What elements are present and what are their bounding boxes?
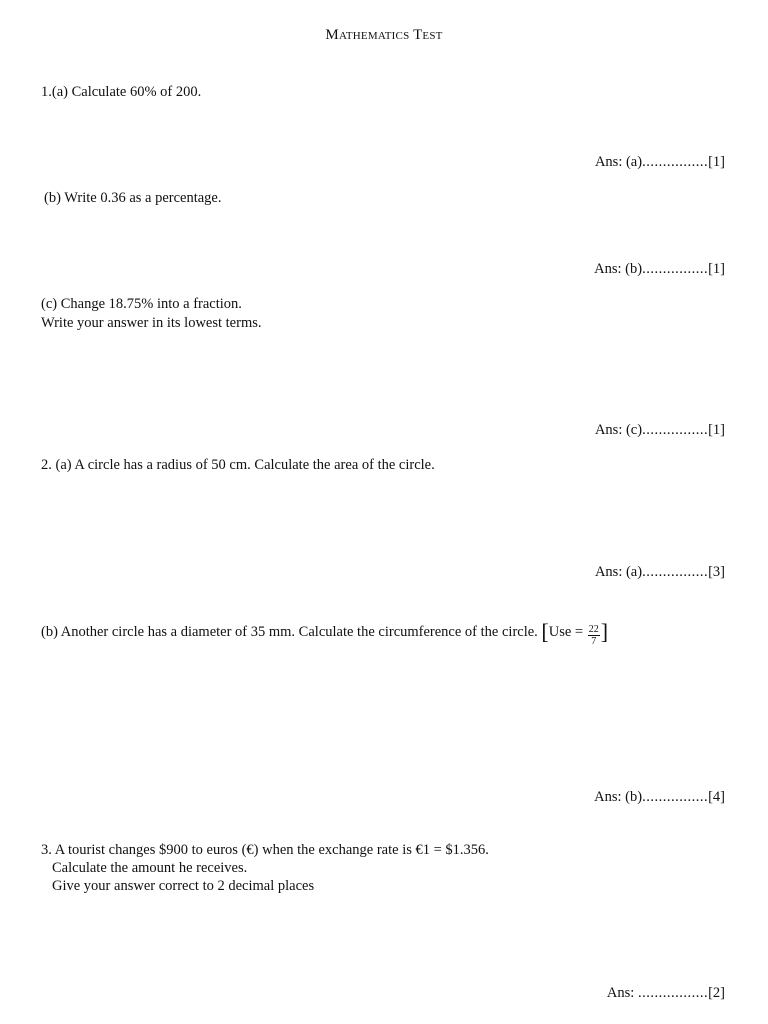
marks-label: [3] (708, 564, 725, 580)
question-3-text-line2: Calculate the amount he receives. (52, 860, 248, 876)
pi-approx-fraction (588, 624, 600, 647)
answer-label: Ans: (606, 985, 638, 1001)
answer-blank[interactable]: ................. (637, 985, 709, 1001)
page-title: Mathematics Test (325, 27, 443, 43)
answer-blank[interactable]: ................ (642, 564, 709, 580)
question-2b-text (41, 619, 609, 647)
answer-blank[interactable]: ................ (642, 154, 709, 170)
answer-blank[interactable]: ................ (642, 261, 709, 277)
question-3-text-line3: Give your answer correct to 2 decimal places (52, 878, 315, 894)
answer-label: Ans: (a) (594, 154, 643, 170)
answer-label: Ans: (a) (594, 564, 643, 580)
use-label: Use = (548, 624, 587, 640)
answer-line-2b (594, 788, 725, 806)
marks-label: [2] (708, 985, 725, 1001)
question-1c-text-line2: Write your answer in its lowest terms. (41, 315, 262, 331)
question-1b-text: (b) Write 0.36 as a percentage. (44, 190, 222, 206)
bracket-open: [ (541, 619, 549, 644)
marks-label: [1] (708, 261, 725, 277)
answer-label: Ans: (b) (594, 261, 643, 277)
bracket-close: ] (600, 619, 609, 644)
answer-line-3 (607, 984, 725, 1002)
question-2a-text: 2. (a) A circle has a radius of 50 cm. Calculate the area of the circle. (41, 457, 435, 473)
answer-label: Ans: (c) (594, 422, 643, 438)
answer-line-1c (595, 421, 725, 439)
marks-label: [1] (708, 154, 725, 170)
marks-label: [4] (708, 789, 725, 805)
answer-line-1a (595, 153, 725, 171)
fraction-numerator: 22 (588, 624, 599, 635)
question-2b-body: (b) Another circle has a diameter of 35 mm. Calculate the circumference of the circle. (41, 624, 538, 640)
answer-line-2a (595, 563, 725, 581)
marks-label: [1] (708, 422, 725, 438)
answer-line-1b (594, 260, 725, 278)
fraction-denominator: 7 (591, 636, 597, 647)
question-3-text-line1: 3. A tourist changes $900 to euros (€) when the exchange rate is €1 = $1.356. (41, 842, 489, 858)
answer-blank[interactable]: ................ (642, 789, 709, 805)
question-1c-text-line1: (c) Change 18.75% into a fraction. (41, 296, 242, 312)
question-1a-text: 1.(a) Calculate 60% of 200. (41, 84, 202, 100)
answer-blank[interactable]: ................ (642, 422, 709, 438)
answer-label: Ans: (b) (594, 789, 643, 805)
